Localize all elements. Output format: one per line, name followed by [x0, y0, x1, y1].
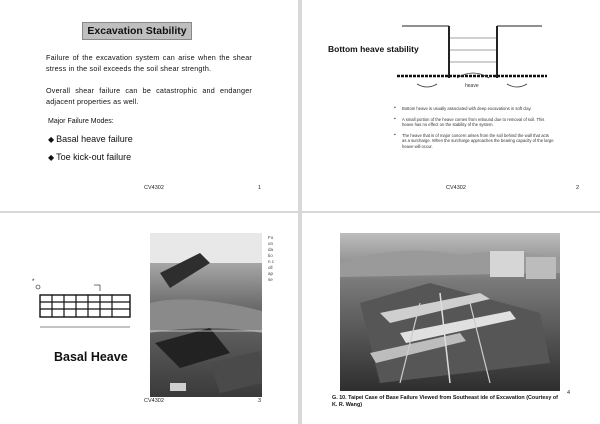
course-code: CV4302 — [446, 185, 466, 191]
slide-3-title: Basal Heave — [54, 350, 128, 364]
bullet-toe-kickout — [48, 152, 131, 162]
bullet-basal-heave — [48, 134, 133, 144]
list-item: ▪ Bottom heave is usually associated with deep excavations in soft clay. — [394, 106, 554, 112]
slide-3 — [0, 213, 298, 424]
page-number: 2 — [576, 185, 580, 191]
diamond-bullet-icon: ◆ — [48, 153, 55, 162]
slide-1 — [0, 0, 298, 211]
slide-2-bullet-list — [394, 106, 554, 155]
course-code: CV4302 — [144, 398, 164, 404]
slide-2-title: Bottom heave stability — [328, 44, 419, 54]
course-code: CV4302 — [144, 185, 164, 191]
slide-1-title: Excavation Stability — [82, 22, 192, 40]
photo-caption: G. 10. Taipei Case of Base Failure Viewed from Southeast ide of Excavation (Courtesy of K. R. Wang) — [332, 395, 558, 408]
page-number: 4 — [567, 390, 571, 396]
diagram-label: heave — [465, 83, 479, 89]
svg-text:*: * — [32, 279, 35, 285]
list-item: ▪ The heave that is of major concern arises from the soil behind the wall that acts as a surcharge. When the surcharge approaches the bearing capacity of the large heave will occur. — [394, 133, 554, 150]
slide-4 — [302, 213, 600, 424]
bullet-text: Basal heave failure — [56, 134, 133, 144]
modes-heading: Major Failure Modes: — [48, 118, 114, 125]
diamond-bullet-icon: ◆ — [48, 135, 55, 144]
slide-2 — [302, 0, 600, 211]
bullet-text: Toe kick-out failure — [56, 152, 132, 162]
list-item: ▪ A small portion of the heave comes from rebound due to removal of soil. This heave has no effect on the stability of the system. — [394, 117, 554, 128]
page-number: 1 — [258, 185, 262, 191]
photo-side-text: Foundation collapse — [268, 235, 275, 282]
overall-shear-paragraph: Overall shear failure can be catastrophic and endanger adjacent properties as well. — [46, 86, 252, 106]
page-number: 3 — [258, 398, 262, 404]
taipei-base-failure-photo — [340, 233, 560, 391]
collapse-photo — [150, 233, 262, 397]
basal-heave-plan-diagram — [30, 275, 140, 333]
bottom-heave-diagram — [397, 18, 547, 100]
failure-paragraph: Failure of the excavation system can arise when the shear stress in the soil exceeds the soil shear strength. — [46, 53, 252, 73]
